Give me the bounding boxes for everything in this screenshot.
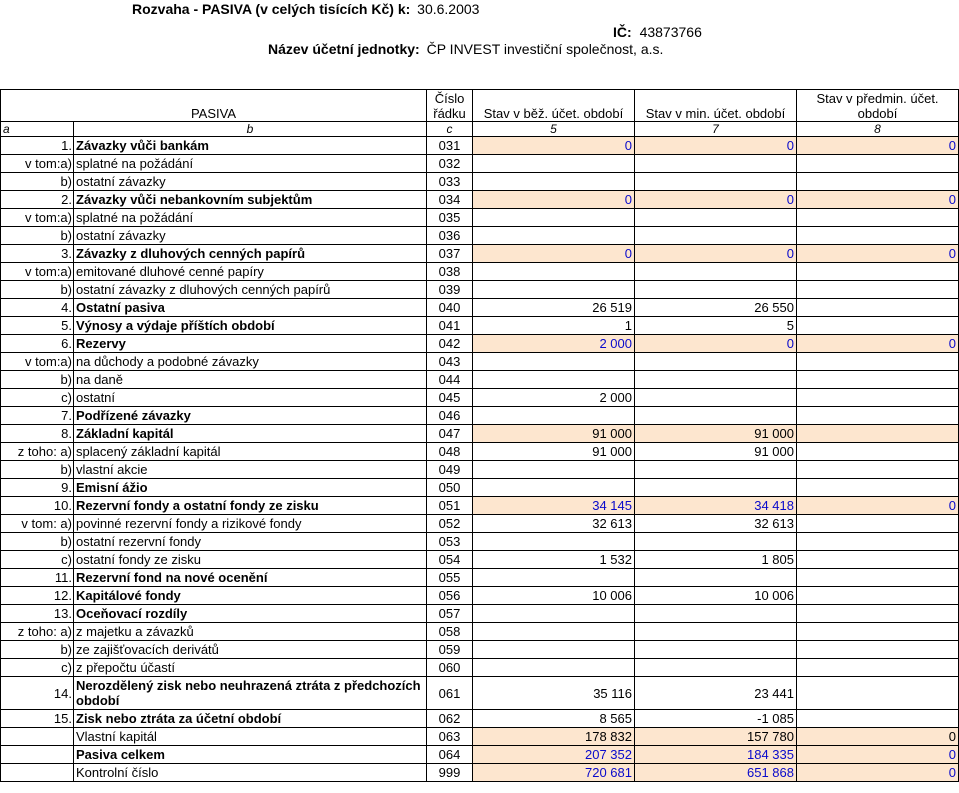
row-value-preprevious [797, 659, 959, 677]
column-letters-row [1, 122, 959, 137]
row-value-preprevious [797, 173, 959, 191]
row-value-current: 0 [473, 191, 635, 209]
table-row [1, 227, 959, 245]
col-cislo: Číslo řádku [427, 90, 473, 122]
row-value-current: 1 532 [473, 551, 635, 569]
row-label: Nerozdělený zisk nebo neuhrazená ztráta z předchozích období [74, 677, 427, 710]
row-value-current: 91 000 [473, 425, 635, 443]
row-value-current [473, 227, 635, 245]
letter-5: 5 [473, 122, 635, 137]
row-value-previous [635, 263, 797, 281]
table-row [1, 605, 959, 623]
row-value-preprevious: 0 [797, 137, 959, 155]
row-label: Pasiva celkem [74, 746, 427, 764]
table-row [1, 209, 959, 227]
table-row [1, 461, 959, 479]
ico-value: 43873766 [639, 24, 702, 40]
table-row [1, 353, 959, 371]
row-label: ostatní závazky [74, 227, 427, 245]
row-prefix [1, 764, 74, 782]
row-code: 063 [427, 728, 473, 746]
row-value-current [473, 263, 635, 281]
row-prefix: 4. [1, 299, 74, 317]
row-prefix: 2. [1, 191, 74, 209]
row-value-preprevious [797, 479, 959, 497]
row-value-current [473, 605, 635, 623]
row-value-previous [635, 353, 797, 371]
row-value-current [473, 659, 635, 677]
row-value-previous [635, 641, 797, 659]
row-value-previous [635, 605, 797, 623]
row-label: Emisní ážio [74, 479, 427, 497]
unit-name: ČP INVEST investiční společnost, a.s. [426, 41, 664, 57]
row-prefix: 12. [1, 587, 74, 605]
table-row [1, 425, 959, 443]
row-value-previous [635, 209, 797, 227]
table-row [1, 764, 959, 782]
row-value-preprevious: 0 [797, 728, 959, 746]
table-row [1, 389, 959, 407]
row-prefix: v tom:a) [1, 155, 74, 173]
table-row [1, 479, 959, 497]
table-row [1, 728, 959, 746]
row-label: ostatní fondy ze zisku [74, 551, 427, 569]
row-prefix: 15. [1, 710, 74, 728]
table-row [1, 371, 959, 389]
row-code: 052 [427, 515, 473, 533]
row-value-previous: 0 [635, 335, 797, 353]
letter-a: a [1, 122, 74, 137]
row-value-previous [635, 407, 797, 425]
row-code: 056 [427, 587, 473, 605]
row-prefix: b) [1, 371, 74, 389]
row-code: 046 [427, 407, 473, 425]
row-prefix: 8. [1, 425, 74, 443]
row-code: 037 [427, 245, 473, 263]
row-label: ostatní závazky z dluhových cenných papírů [74, 281, 427, 299]
row-value-preprevious: 0 [797, 497, 959, 515]
row-value-current: 178 832 [473, 728, 635, 746]
row-value-previous: 0 [635, 191, 797, 209]
row-prefix: 3. [1, 245, 74, 263]
table-row [1, 155, 959, 173]
row-value-preprevious [797, 263, 959, 281]
row-value-preprevious: 0 [797, 746, 959, 764]
row-label: ostatní [74, 389, 427, 407]
row-label: na daně [74, 371, 427, 389]
row-code: 035 [427, 209, 473, 227]
table-row [1, 407, 959, 425]
row-label: Závazky z dluhových cenných papírů [74, 245, 427, 263]
row-prefix: b) [1, 641, 74, 659]
table-row [1, 551, 959, 569]
row-value-current [473, 209, 635, 227]
row-value-current [473, 371, 635, 389]
row-code: 058 [427, 623, 473, 641]
row-value-previous: 91 000 [635, 443, 797, 461]
row-prefix [1, 746, 74, 764]
row-code: 060 [427, 659, 473, 677]
table-row [1, 497, 959, 515]
row-value-previous [635, 479, 797, 497]
row-code: 038 [427, 263, 473, 281]
row-label: Kapitálové fondy [74, 587, 427, 605]
row-label: Základní kapitál [74, 425, 427, 443]
row-code: 048 [427, 443, 473, 461]
row-value-previous: 91 000 [635, 425, 797, 443]
row-value-current [473, 533, 635, 551]
row-label: povinné rezervní fondy a rizikové fondy [74, 515, 427, 533]
row-label: ostatní závazky [74, 173, 427, 191]
row-value-preprevious [797, 710, 959, 728]
row-label: emitované dluhové cenné papíry [74, 263, 427, 281]
row-value-preprevious: 0 [797, 245, 959, 263]
row-value-current [473, 407, 635, 425]
row-code: 045 [427, 389, 473, 407]
row-prefix: 6. [1, 335, 74, 353]
row-value-current [473, 353, 635, 371]
row-value-preprevious [797, 209, 959, 227]
row-value-preprevious [797, 281, 959, 299]
row-value-current: 34 145 [473, 497, 635, 515]
table-row [1, 641, 959, 659]
row-prefix: b) [1, 281, 74, 299]
row-value-previous: 5 [635, 317, 797, 335]
letter-8: 8 [797, 122, 959, 137]
table-row [1, 245, 959, 263]
row-code: 041 [427, 317, 473, 335]
row-label: splacený základní kapitál [74, 443, 427, 461]
table-row [1, 191, 959, 209]
row-prefix: 5. [1, 317, 74, 335]
row-value-preprevious [797, 353, 959, 371]
row-value-previous: 1 805 [635, 551, 797, 569]
row-prefix: c) [1, 389, 74, 407]
row-code: 053 [427, 533, 473, 551]
row-prefix: b) [1, 461, 74, 479]
row-value-current: 0 [473, 245, 635, 263]
row-value-current [473, 479, 635, 497]
row-value-preprevious [797, 533, 959, 551]
row-value-previous [635, 281, 797, 299]
row-value-previous [635, 623, 797, 641]
table-row [1, 746, 959, 764]
row-value-current: 10 006 [473, 587, 635, 605]
row-label: z přepočtu účastí [74, 659, 427, 677]
row-label: splatné na požádání [74, 209, 427, 227]
row-value-current: 26 519 [473, 299, 635, 317]
row-code: 061 [427, 677, 473, 710]
row-value-previous [635, 155, 797, 173]
col-predminule: Stav v předmin. účet. období [797, 90, 959, 122]
row-label: Rezervní fondy a ostatní fondy ze zisku [74, 497, 427, 515]
row-label: Vlastní kapitál [74, 728, 427, 746]
row-code: 042 [427, 335, 473, 353]
row-label: Kontrolní číslo [74, 764, 427, 782]
row-code: 050 [427, 479, 473, 497]
row-prefix: 9. [1, 479, 74, 497]
row-code: 043 [427, 353, 473, 371]
row-code: 062 [427, 710, 473, 728]
col-pasiva: PASIVA [1, 90, 427, 122]
table-row [1, 281, 959, 299]
row-value-previous: 10 006 [635, 587, 797, 605]
row-prefix: 7. [1, 407, 74, 425]
row-value-current: 0 [473, 137, 635, 155]
table-row [1, 137, 959, 155]
row-value-previous [635, 371, 797, 389]
row-code: 040 [427, 299, 473, 317]
row-prefix: c) [1, 551, 74, 569]
table-row [1, 443, 959, 461]
row-value-previous [635, 569, 797, 587]
row-label: na důchody a podobné závazky [74, 353, 427, 371]
row-value-previous: 157 780 [635, 728, 797, 746]
row-value-previous [635, 659, 797, 677]
row-prefix: 1. [1, 137, 74, 155]
letter-7: 7 [635, 122, 797, 137]
row-label: Zisk nebo ztráta za účetní období [74, 710, 427, 728]
row-value-preprevious [797, 299, 959, 317]
table-row [1, 299, 959, 317]
table-row [1, 335, 959, 353]
row-code: 032 [427, 155, 473, 173]
row-value-previous: 184 335 [635, 746, 797, 764]
row-value-previous: -1 085 [635, 710, 797, 728]
row-value-preprevious [797, 515, 959, 533]
row-value-previous: 0 [635, 245, 797, 263]
unit-line: Název účetní jednotky: ČP INVEST investiční společnost, a.s. [268, 41, 664, 57]
row-label: Rezervní fond na nové ocenění [74, 569, 427, 587]
table-row [1, 317, 959, 335]
row-prefix [1, 728, 74, 746]
row-prefix: 11. [1, 569, 74, 587]
row-prefix: v tom:a) [1, 209, 74, 227]
row-code: 034 [427, 191, 473, 209]
row-value-preprevious [797, 371, 959, 389]
row-value-current [473, 281, 635, 299]
row-prefix: v tom: a) [1, 515, 74, 533]
row-value-current: 91 000 [473, 443, 635, 461]
row-value-current: 2 000 [473, 389, 635, 407]
table-row [1, 569, 959, 587]
row-code: 059 [427, 641, 473, 659]
row-label: vlastní akcie [74, 461, 427, 479]
row-code: 047 [427, 425, 473, 443]
row-value-preprevious [797, 623, 959, 641]
row-value-current: 35 116 [473, 677, 635, 710]
table-header-row [1, 90, 959, 122]
row-code: 036 [427, 227, 473, 245]
row-value-preprevious [797, 407, 959, 425]
row-value-preprevious [797, 677, 959, 710]
row-value-preprevious [797, 443, 959, 461]
row-value-preprevious: 0 [797, 191, 959, 209]
table-row [1, 710, 959, 728]
row-code: 054 [427, 551, 473, 569]
row-label: ze zajišťovacích derivátů [74, 641, 427, 659]
row-value-preprevious [797, 389, 959, 407]
row-value-previous: 0 [635, 137, 797, 155]
table-body [1, 137, 959, 782]
row-value-current [473, 461, 635, 479]
row-value-current [473, 173, 635, 191]
row-prefix: v tom:a) [1, 353, 74, 371]
table-row [1, 677, 959, 710]
row-value-current: 32 613 [473, 515, 635, 533]
row-value-current: 2 000 [473, 335, 635, 353]
row-code: 055 [427, 569, 473, 587]
row-prefix: b) [1, 173, 74, 191]
row-value-preprevious [797, 227, 959, 245]
row-label: z majetku a závazků [74, 623, 427, 641]
table-row [1, 263, 959, 281]
row-value-previous: 26 550 [635, 299, 797, 317]
row-code: 057 [427, 605, 473, 623]
row-code: 049 [427, 461, 473, 479]
row-label: ostatní rezervní fondy [74, 533, 427, 551]
row-value-current [473, 641, 635, 659]
row-value-current: 8 565 [473, 710, 635, 728]
row-value-preprevious [797, 605, 959, 623]
row-value-previous [635, 173, 797, 191]
row-value-preprevious: 0 [797, 335, 959, 353]
row-value-current: 1 [473, 317, 635, 335]
row-value-preprevious [797, 551, 959, 569]
row-value-preprevious [797, 641, 959, 659]
row-label: Závazky vůči nebankovním subjektům [74, 191, 427, 209]
row-prefix: 14. [1, 677, 74, 710]
table-row [1, 515, 959, 533]
report-date: 30.6.2003 [417, 1, 480, 17]
row-value-previous: 34 418 [635, 497, 797, 515]
balance-sheet-table [0, 89, 959, 782]
row-code: 999 [427, 764, 473, 782]
row-value-previous [635, 533, 797, 551]
table-row [1, 587, 959, 605]
table-row [1, 659, 959, 677]
row-code: 031 [427, 137, 473, 155]
row-prefix: z toho: a) [1, 443, 74, 461]
row-value-preprevious [797, 317, 959, 335]
row-value-previous [635, 389, 797, 407]
letter-c: c [427, 122, 473, 137]
row-prefix: v tom:a) [1, 263, 74, 281]
row-value-previous: 23 441 [635, 677, 797, 710]
row-label: Ostatní pasiva [74, 299, 427, 317]
table-row [1, 623, 959, 641]
row-prefix: b) [1, 227, 74, 245]
row-label: splatné na požádání [74, 155, 427, 173]
row-label: Výnosy a výdaje příštích období [74, 317, 427, 335]
row-code: 051 [427, 497, 473, 515]
table-row [1, 173, 959, 191]
row-value-preprevious [797, 587, 959, 605]
row-value-current: 207 352 [473, 746, 635, 764]
col-bezne: Stav v běž. účet. období [473, 90, 635, 122]
row-value-current [473, 623, 635, 641]
row-label: Oceňovací rozdíly [74, 605, 427, 623]
row-label: Rezervy [74, 335, 427, 353]
row-label: Závazky vůči bankám [74, 137, 427, 155]
row-value-current: 720 681 [473, 764, 635, 782]
row-value-preprevious [797, 155, 959, 173]
row-value-preprevious: 0 [797, 764, 959, 782]
row-prefix: z toho: a) [1, 623, 74, 641]
ico-line: IČ: 43873766 [613, 24, 702, 40]
row-code: 033 [427, 173, 473, 191]
row-value-preprevious [797, 569, 959, 587]
row-code: 044 [427, 371, 473, 389]
row-label: Podřízené závazky [74, 407, 427, 425]
report-title: Rozvaha - PASIVA (v celých tisících Kč) k: 30.6.2003 [132, 1, 480, 17]
row-value-previous [635, 227, 797, 245]
row-prefix: b) [1, 533, 74, 551]
row-value-preprevious [797, 461, 959, 479]
row-value-previous [635, 461, 797, 479]
col-minule: Stav v min. účet. období [635, 90, 797, 122]
row-value-previous: 651 868 [635, 764, 797, 782]
letter-b: b [74, 122, 427, 137]
row-code: 039 [427, 281, 473, 299]
row-value-current [473, 569, 635, 587]
row-value-previous: 32 613 [635, 515, 797, 533]
table-row [1, 533, 959, 551]
row-prefix: c) [1, 659, 74, 677]
row-prefix: 10. [1, 497, 74, 515]
row-prefix: 13. [1, 605, 74, 623]
row-value-current [473, 155, 635, 173]
row-code: 064 [427, 746, 473, 764]
row-value-preprevious [797, 425, 959, 443]
